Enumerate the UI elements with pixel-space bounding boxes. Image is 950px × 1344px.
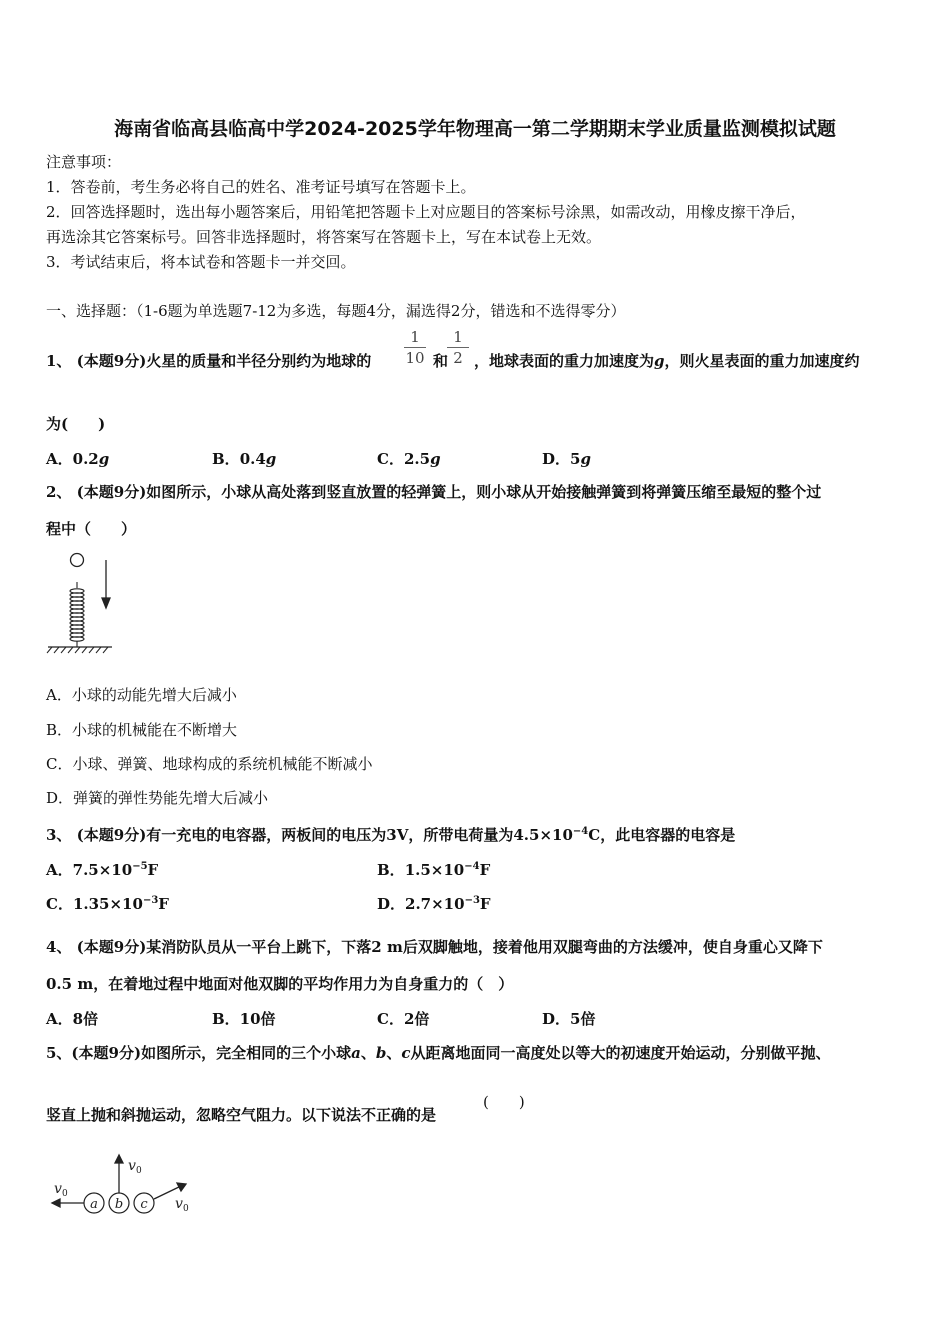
v0-up-label: v xyxy=(128,1158,136,1174)
q1-stem-cont xyxy=(474,351,860,371)
q4-option-a: A．8倍 xyxy=(46,1010,99,1028)
v0-right-sub: 0 xyxy=(183,1204,189,1214)
q4-option-d: D．5倍 xyxy=(542,1010,596,1028)
v0-left-sub: 0 xyxy=(62,1189,68,1199)
q2-stem-a: 2、 (本题9分)如图所示，小球从高处落到竖直放置的轻弹簧上，则小球从开始接触弹簧到将弹簧压缩至最短的整个过 xyxy=(46,483,822,501)
q3-option-c: C．$1.35\times 10^{-3}F$ xyxy=(46,895,169,913)
v0-up-sub: 0 xyxy=(136,1166,142,1176)
spring-ball-figure xyxy=(44,546,116,656)
q4-stem-b: 0.5 m，在着地过程中地面对他双脚的平均作用力为自身重力的（ ） xyxy=(46,975,514,993)
left-arrow-icon xyxy=(52,1199,84,1207)
ball-b-label: b xyxy=(114,1197,124,1212)
q1-option-d: D．5g xyxy=(542,450,591,468)
q5-answer-paren: ( ) xyxy=(483,1093,525,1111)
q2-stem-b: 程中（ ） xyxy=(46,520,137,538)
q1-fraction-mass xyxy=(404,327,426,368)
section-heading: 一、选择题：（1-6题为单选题7-12为多选，每题4分，漏选得2分，错选和不选得零分） xyxy=(46,302,626,320)
ground-icon xyxy=(47,647,112,653)
q1-option-c: C．2.5g xyxy=(377,450,441,468)
q1-fraction-radius xyxy=(447,327,469,368)
q5-stem-b: 竖直上抛和斜抛运动，忽略空气阻力。以下说法不正确的是 xyxy=(46,1106,437,1124)
page-title: 海南省临高县临高中学2024-2025学年物理高一第二学期期末学业质量监测模拟试题 xyxy=(114,118,836,140)
notice-item-2: 2．回答选择题时，选出每小题答案后，用铅笔把答题卡上对应题目的答案标号涂黑，如需改动，用橡皮擦干净后， xyxy=(46,203,806,221)
notice-item-2-cont: 再选涂其它答案标号。回答非选择题时，将答案写在答题卡上，写在本试卷上无效。 xyxy=(46,228,602,246)
q1-stem-a: 1、 (本题9分)火星的质量和半径分别约为地球的 xyxy=(46,352,372,370)
q3-stem: 3、 (本题9分)有一充电的电容器，两板间的电压为3V，所带电荷量为$4.5\times 10^{-4}C$，此电容器的电容是 xyxy=(46,826,736,844)
down-arrow-icon xyxy=(102,560,110,608)
q4-option-c: C．2倍 xyxy=(377,1010,430,1028)
q1-frac2-num: 1 xyxy=(447,327,469,348)
q1-stem-b: ，地球表面的重力加速度为 xyxy=(474,352,655,370)
up-arrow-icon xyxy=(115,1155,123,1193)
q1-frac2-den: 2 xyxy=(453,349,463,367)
q2-option-c: C．小球、弹簧、地球构成的系统机械能不断减小 xyxy=(46,755,373,773)
q3-option-b: B．$1.5\times 10^{-4}F$ xyxy=(377,861,491,879)
q5-stem-a: 5、(本题9分)如图所示，完全相同的三个小球a、b、c从距离地面同一高度处以等大的初速度开始运动，分别做平抛、 xyxy=(46,1044,831,1062)
q1-frac1-num: 1 xyxy=(404,327,426,348)
ball-a-label: a xyxy=(90,1197,98,1212)
q1-g: g xyxy=(654,352,665,370)
q4-option-b: B．10倍 xyxy=(212,1010,276,1028)
q1-stem-d: 为( ) xyxy=(46,415,106,433)
q1-stem-c: ，则火星表面的重力加速度约 xyxy=(664,352,860,370)
q4-stem-a: 4、 (本题9分)某消防队员从一平台上跳下，下落2 m后双脚触地，接着他用双腿弯曲的方法缓冲，使自身重心又降下 xyxy=(46,938,823,956)
q3-option-d: D．$2.7\times 10^{-3}F$ xyxy=(377,895,491,913)
q3-option-a: A．$7.5\times 10^{-5}F$ xyxy=(46,861,159,879)
notice-item-3: 3．考试结束后，将本试卷和答题卡一并交回。 xyxy=(46,253,356,271)
q1-stem xyxy=(46,351,371,371)
q2-option-a: A．小球的动能先增大后减小 xyxy=(46,686,237,704)
q1-and: 和 xyxy=(433,352,449,370)
spring-icon xyxy=(70,582,84,647)
v0-left-label: v xyxy=(54,1181,62,1197)
projectile-figure xyxy=(48,1150,198,1222)
q1-frac1-den: 10 xyxy=(405,349,425,367)
q2-option-b: B．小球的机械能在不断增大 xyxy=(46,721,238,739)
ball-icon xyxy=(71,554,84,567)
notice-heading: 注意事项： xyxy=(46,153,122,171)
q2-option-d: D．弹簧的弹性势能先增大后减小 xyxy=(46,789,269,807)
notice-item-1: 1．答卷前，考生务必将自己的姓名、准考证号填写在答题卡上。 xyxy=(46,178,476,196)
q1-option-a: A．0.2g xyxy=(46,450,110,468)
ball-c-label: c xyxy=(140,1197,148,1212)
q1-option-b: B．0.4g xyxy=(212,450,277,468)
v0-right-label: v xyxy=(175,1196,183,1212)
